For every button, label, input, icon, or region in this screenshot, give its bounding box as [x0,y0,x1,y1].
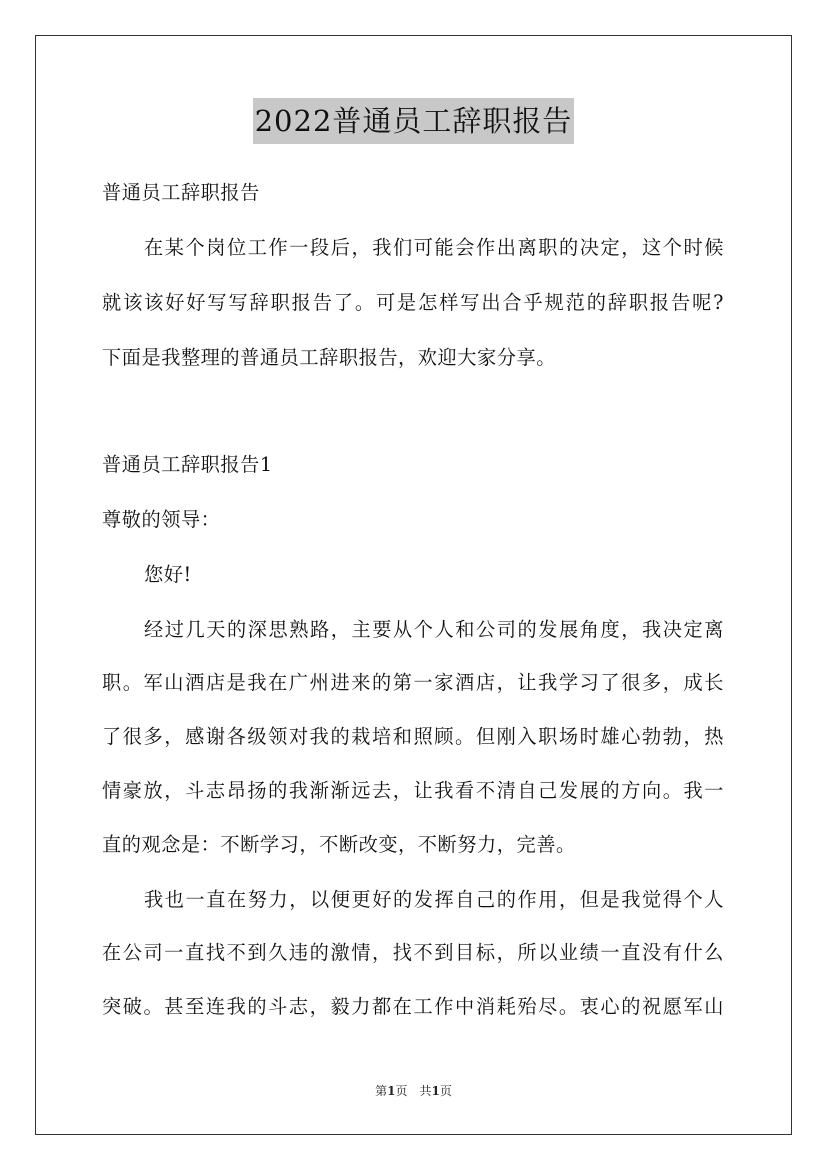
body-line-5: 直的观念是：不断学习，不断改变，不断努力，完善。 [102,833,576,856]
total-prefix: 共 [419,1084,432,1098]
body-line-1: 经过几天的深思熟路，主要从个人和公司的发展角度，我决定离 [144,618,724,641]
body-line-7: 在公司一直找不到久违的激情，找不到目标，所以业绩一直没有什么 [102,941,724,964]
page-number: 1 [387,1084,396,1098]
page-prefix: 第 [375,1084,388,1098]
title-container [0,98,827,144]
body-line-8: 突破。甚至连我的斗志，毅力都在工作中消耗殆尽。衷心的祝愿军山 [102,995,724,1018]
intro-line-2: 就该该好好写写辞职报告了。可是怎样写出合乎规范的辞职报告呢? [102,291,724,314]
page-suffix: 页 [395,1084,408,1098]
body-line-6: 我也一直在努力，以便更好的发挥自己的作用，但是我觉得个人 [144,888,724,911]
intro-line-1: 在某个岗位工作一段后，我们可能会作出离职的决定，这个时候 [144,236,724,259]
section-heading: 普通员工辞职报告1 [102,453,273,476]
body-line-4: 情豪放，斗志昂扬的我渐渐远去，让我看不清自己发展的方向。我一 [102,779,724,802]
subtitle-line: 普通员工辞职报告 [102,181,260,204]
document-title: 2022普通员工辞职报告 [253,98,575,144]
body-line-2: 职。军山酒店是我在广州进来的第一家酒店，让我学习了很多，成长 [102,671,724,694]
salutation: 尊敬的领导： [102,508,221,531]
body-line-3: 了很多，感谢各级领对我的栽培和照顾。但刚入职场时雄心勃勃，热 [102,725,724,748]
page-footer [0,1082,827,1100]
total-suffix: 页 [439,1084,452,1098]
total-number: 1 [431,1084,440,1098]
intro-line-3: 下面是我整理的普通员工辞职报告，欢迎大家分享。 [102,346,556,369]
greeting: 您好! [144,563,192,586]
